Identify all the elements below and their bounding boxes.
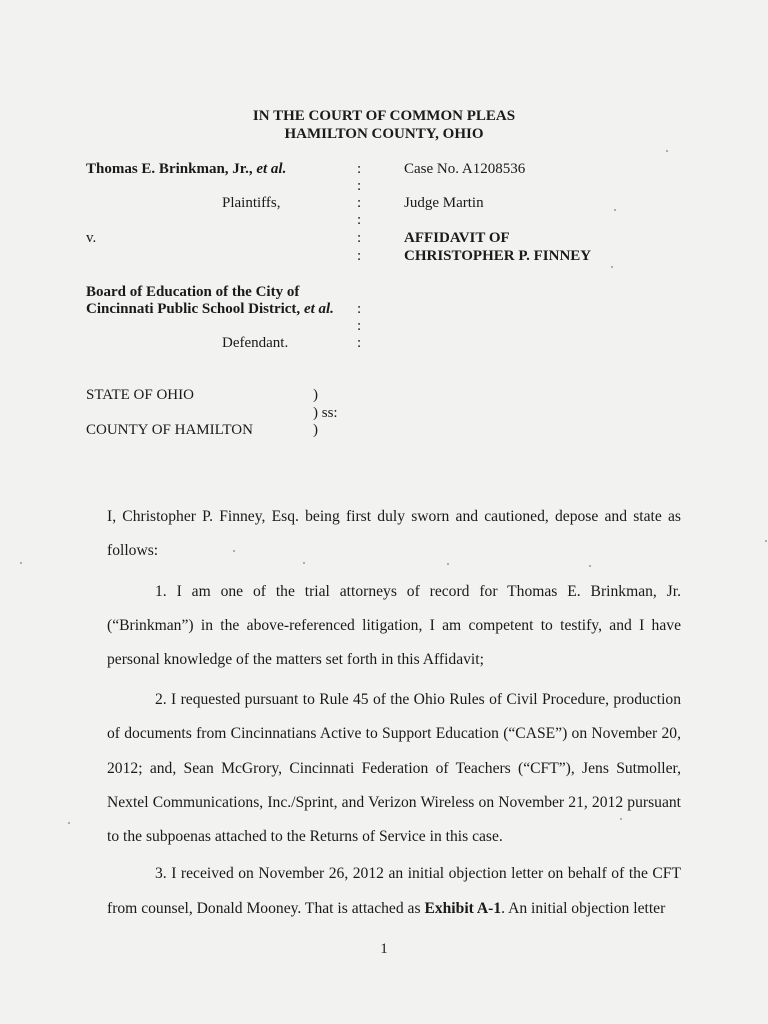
body-line: 2012; and, Sean McGrory, Cincinnati Federation of Teachers (“CFT”), Jens Sutmoller, — [107, 760, 681, 777]
scan-speck — [68, 822, 70, 824]
body-text-span: from counsel, Donald Mooney. That is attached as — [107, 900, 425, 917]
venue-ss: ) ss: — [313, 405, 338, 421]
body-text-span: . An initial objection letter — [501, 900, 666, 917]
body-line: to the subpoenas attached to the Returns of Service in this case. — [107, 828, 503, 845]
caption-colon: : — [357, 301, 362, 317]
plaintiff-etal: et al. — [256, 161, 287, 177]
defendant-name-line2 — [86, 300, 334, 318]
body-line: 3. I received on November 26, 2012 an initial objection letter on behalf of the CFT — [155, 865, 681, 882]
case-number: Case No. A1208536 — [404, 161, 526, 177]
caption-colon: : — [357, 230, 362, 246]
caption-colon: : — [357, 335, 362, 351]
document-title-line2: CHRISTOPHER P. FINNEY — [404, 248, 592, 264]
plaintiff-name-text: Thomas E. Brinkman, Jr., — [86, 161, 257, 177]
exhibit-reference: Exhibit A-1 — [424, 900, 502, 917]
scan-speck — [611, 266, 613, 268]
body-line: I, Christopher P. Finney, Esq. being first duly sworn and cautioned, depose and state as — [107, 508, 681, 525]
scan-speck — [447, 563, 449, 565]
venue-county: COUNTY OF HAMILTON — [86, 422, 253, 438]
page-number: 1 — [380, 941, 388, 957]
judge-name: Judge Martin — [404, 195, 484, 211]
caption-colon: : — [357, 212, 362, 228]
defendant-name-line1: Board of Education of the City of — [86, 284, 300, 300]
body-line: follows: — [107, 542, 159, 559]
scan-speck — [20, 562, 22, 564]
scan-speck — [303, 562, 305, 564]
caption-colon: : — [357, 195, 362, 211]
venue-paren: ) — [313, 387, 318, 403]
caption-colon: : — [357, 248, 362, 264]
body-line: Nextel Communications, Inc./Sprint, and Verizon Wireless on November 21, 2012 pursuant — [107, 794, 681, 811]
body-line — [107, 899, 681, 919]
caption-colon: : — [357, 161, 362, 177]
defendant-etal: et al. — [303, 301, 334, 317]
body-line: personal knowledge of the matters set forth in this Affidavit; — [107, 651, 484, 668]
body-line: 1. I am one of the trial attorneys of record for Thomas E. Brinkman, Jr. — [155, 583, 681, 600]
versus-label: v. — [86, 230, 97, 246]
body-line: 2. I requested pursuant to Rule 45 of the Ohio Rules of Civil Procedure, production — [155, 691, 681, 708]
scan-speck — [666, 150, 668, 152]
venue-state: STATE OF OHIO — [86, 387, 194, 403]
defendant-name-text: Cincinnati Public School District, — [86, 301, 304, 317]
court-county: HAMILTON COUNTY, OHIO — [284, 126, 484, 142]
defendant-label: Defendant. — [222, 335, 289, 351]
caption-colon: : — [357, 318, 362, 334]
plaintiff-name — [86, 160, 286, 178]
scan-speck — [233, 550, 235, 552]
scan-speck — [765, 540, 767, 542]
body-line: (“Brinkman”) in the above-referenced litigation, I am competent to testify, and I have — [107, 617, 681, 634]
plaintiffs-label: Plaintiffs, — [222, 195, 281, 211]
scan-speck — [620, 818, 622, 820]
scan-speck — [589, 565, 591, 567]
caption-colon: : — [357, 178, 362, 194]
scan-speck — [614, 209, 616, 211]
body-line: of documents from Cincinnatians Active to Support Education (“CASE”) on November 20, — [107, 725, 681, 742]
venue-paren: ) — [313, 422, 318, 438]
document-title-line1: AFFIDAVIT OF — [404, 230, 510, 246]
court-name: IN THE COURT OF COMMON PLEAS — [252, 108, 516, 124]
